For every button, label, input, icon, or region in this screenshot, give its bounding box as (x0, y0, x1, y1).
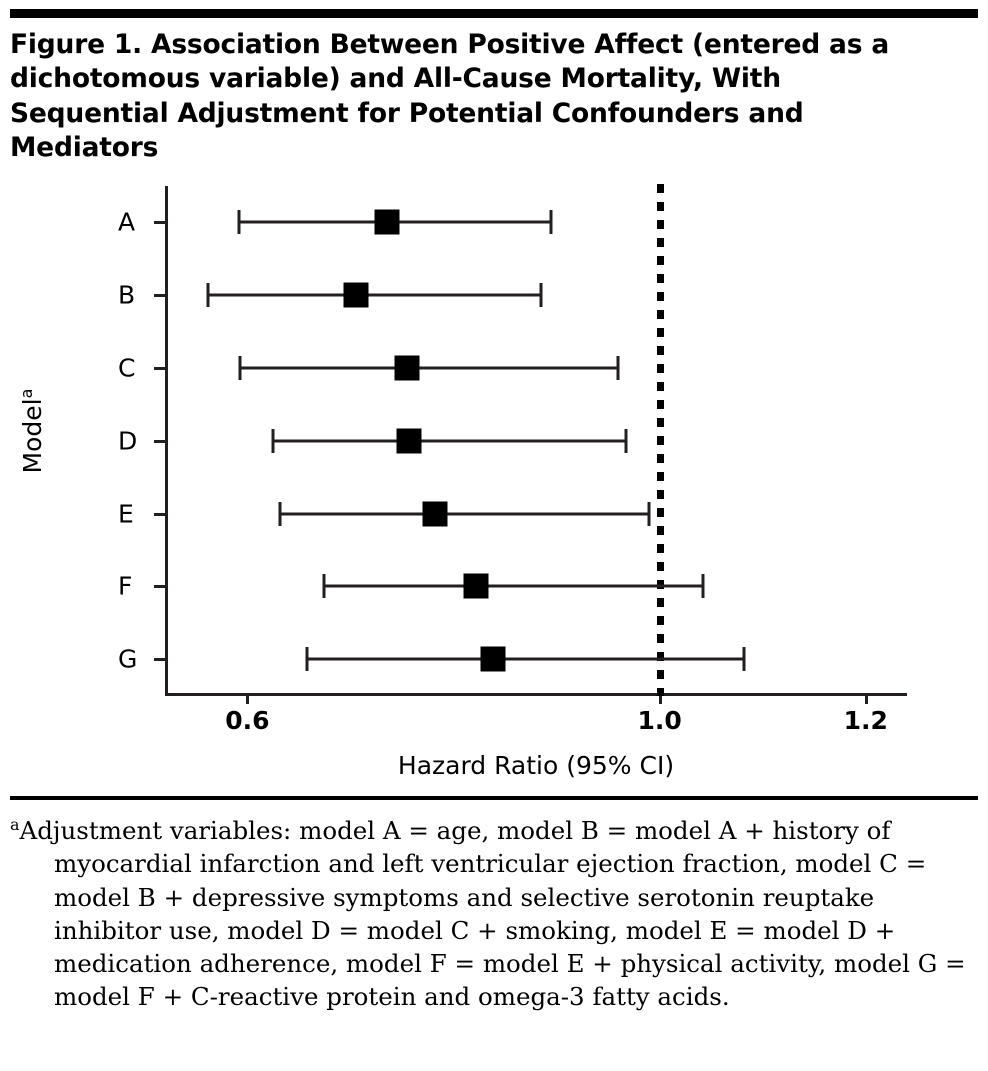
confidence-interval-cap (617, 356, 620, 380)
footnote-marker: a (10, 814, 20, 834)
y-axis-tick-label: C (118, 353, 136, 383)
confidence-interval-cap (207, 283, 210, 307)
x-axis-line (165, 693, 907, 696)
confidence-interval-cap (306, 647, 309, 671)
confidence-interval-cap (743, 647, 746, 671)
x-axis-title: Hazard Ratio (95% CI) (397, 750, 675, 780)
confidence-interval-cap (648, 502, 651, 526)
y-axis-tick (154, 294, 166, 297)
x-axis-tick (865, 693, 868, 704)
hazard-ratio-marker (395, 355, 420, 380)
y-axis-footnote-marker: a (16, 388, 36, 399)
figure-container (0, 9, 988, 1071)
y-axis-tick-label: B (118, 280, 136, 310)
footnote-text: Adjustment variables: model A = age, model B = model A + history of myocardial infarction and left ventricular ejection fraction, model C = model B + depressive symptoms and selective serotonin reuptake inhibitor use, model D = model C + smoking, model E = model D + medication adherence, model F = model E + physical activity, model G = model F + C-reactive protein and omega-3 fatty acids. (19, 815, 966, 1012)
bottom-divider (10, 796, 978, 800)
confidence-interval-cap (624, 429, 627, 453)
top-divider (10, 9, 978, 18)
confidence-interval-line (280, 512, 649, 515)
confidence-interval-cap (238, 210, 241, 234)
y-axis-tick-label: A (118, 207, 136, 237)
y-axis-tick (154, 440, 166, 443)
reference-line (657, 184, 664, 696)
x-axis-tick (246, 693, 249, 704)
hazard-ratio-marker (464, 574, 489, 599)
confidence-interval-line (273, 439, 625, 442)
y-axis-tick (154, 585, 166, 588)
y-axis-label-text: Model (18, 398, 48, 474)
figure-title: Figure 1. Association Between Positive Affect (entered as a dichotomous variable) and All-Cause Mortality, With Sequential Adjustment for Potential Confounders and Mediators (10, 29, 890, 164)
y-axis-tick (154, 367, 166, 370)
y-axis-title (17, 388, 47, 473)
y-axis-tick (154, 221, 166, 224)
confidence-interval-cap (239, 356, 242, 380)
x-axis-tick-label: 1.0 (637, 705, 682, 735)
confidence-interval-line (324, 585, 703, 588)
y-axis-tick (154, 658, 166, 661)
y-axis-tick (154, 513, 166, 516)
confidence-interval-line (240, 366, 618, 369)
x-axis-tick-label: 1.2 (843, 705, 888, 735)
hazard-ratio-marker (374, 210, 399, 235)
confidence-interval-line (208, 294, 541, 297)
hazard-ratio-marker (423, 501, 448, 526)
forest-plot (10, 176, 978, 796)
y-axis-tick-label: G (118, 644, 138, 674)
figure-footnote (10, 814, 978, 1014)
confidence-interval-cap (701, 574, 704, 598)
y-axis-tick-label: E (118, 499, 134, 529)
y-axis-tick-label: F (118, 571, 133, 601)
hazard-ratio-marker (480, 647, 505, 672)
x-axis-tick-label: 0.6 (225, 705, 270, 735)
confidence-interval-cap (279, 502, 282, 526)
confidence-interval-cap (540, 283, 543, 307)
confidence-interval-cap (272, 429, 275, 453)
hazard-ratio-marker (397, 428, 422, 453)
hazard-ratio-marker (343, 283, 368, 308)
y-axis-tick-label: D (118, 426, 138, 456)
confidence-interval-cap (322, 574, 325, 598)
confidence-interval-line (307, 658, 744, 661)
confidence-interval-cap (550, 210, 553, 234)
